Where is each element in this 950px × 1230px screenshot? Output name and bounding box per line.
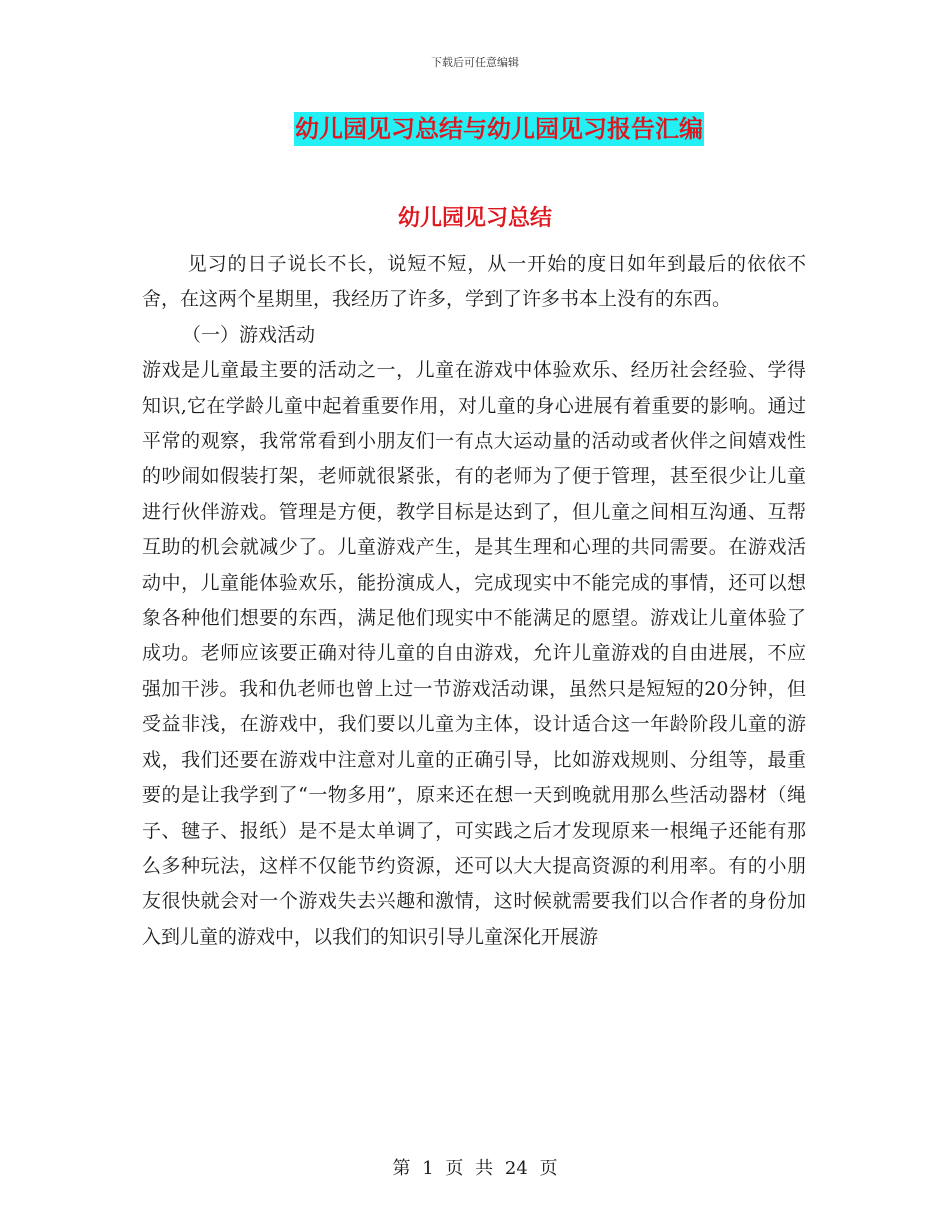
- header-note: 下载后可任意编辑: [431, 56, 519, 69]
- footer-total-label: 共: [475, 1158, 494, 1179]
- footer-prefix: 第: [392, 1158, 411, 1179]
- main-title-wrapper: [0, 112, 950, 146]
- section-title: 幼儿园见习总结: [397, 205, 552, 231]
- footer-total-pages: 24: [504, 1158, 528, 1179]
- subsection-heading: （一）游戏活动: [182, 323, 316, 346]
- footer-suffix: 页: [539, 1158, 558, 1179]
- intro-paragraph: 见习的日子说长不长，说短不短，从一开始的度日如年到最后的依依不舍，在这两个星期里，我经历了许多，学到了许多书本上没有的东西。: [142, 253, 806, 311]
- footer-page-word: 页: [445, 1158, 464, 1179]
- document-title: 幼儿园见习总结与幼儿园见习报告汇编: [294, 112, 704, 146]
- page-footer: [0, 1154, 950, 1180]
- document-body: [142, 247, 806, 955]
- footer-page-number: 1: [422, 1158, 434, 1179]
- body-paragraph: 游戏是儿童最主要的活动之一，儿童在游戏中体验欢乐、经历社会经验、学得知识,它在学龄儿童中起着重要作用，对儿童的身心进展有着重要的影响。通过平常的观察，我常常看到小朋友们一有点大运动量的活动或者伙伴之间嬉戏性的吵闹如假装打架，老师就很紧张，有的老师为了便于管理，甚至很少让儿童进行伙伴游戏。管理是方便，教学目标是达到了，但儿童之间相互沟通、互帮互助的机会就减少了。儿童游戏产生，是其生理和心理的共同需要。在游戏活动中，儿童能体验欢乐，能扮演成人，完成现实中不能完成的事情，还可以想象各种他们想要的东西，满足他们现实中不能满足的愿望。游戏让儿童体验了成功。老师应该要正确对待儿童的自由游戏，允许儿童游戏的自由进展，不应强加干涉。我和仇老师也曾上过一节游戏活动课，虽然只是短短的20分钟，但受益非浅，在游戏中，我们要以儿童为主体，设计适合这一年龄阶段儿童的游戏，我们还要在游戏中注意对儿童的正确引导，比如游戏规则、分组等，最重要的是让我学到了“一物多用”，原来还在想一天到晚就用那么些活动器材（绳子、毽子、报纸）是不是太单调了，可实践之后才发现原来一根绳子还能有那么多种玩法，这样不仅能节约资源，还可以大大提高资源的利用率。有的小朋友很快就会对一个游戏失去兴趣和激情，这时候就需要我们以合作者的身份加入到儿童的游戏中，以我们的知识引导儿童深化开展游: [142, 359, 806, 948]
